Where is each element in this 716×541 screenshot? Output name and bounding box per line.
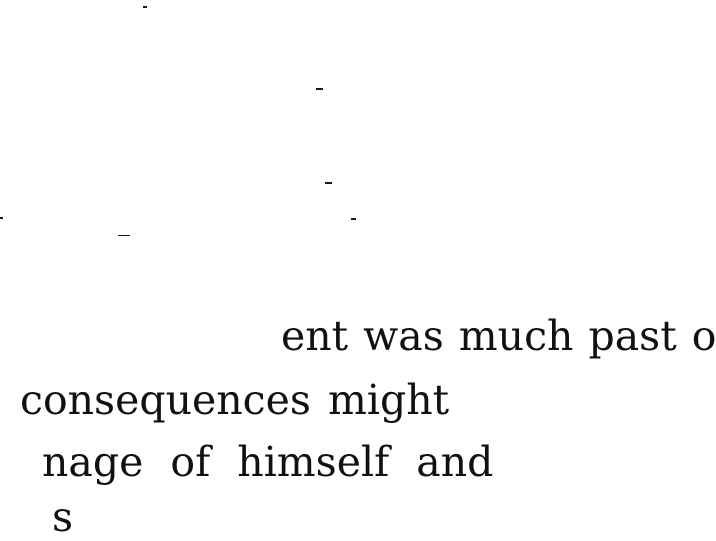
scan-speck <box>143 6 147 8</box>
text-line-1: ent was much past o <box>281 312 716 360</box>
text-line-3: nage of himself and <box>42 438 494 486</box>
scan-speck <box>325 182 332 184</box>
text-line-4: s <box>52 493 74 541</box>
scan-speck <box>118 235 130 236</box>
text-line-2: consequences might <box>20 376 450 424</box>
scan-speck <box>0 217 3 219</box>
scan-speck <box>351 218 356 220</box>
scan-speck <box>316 88 323 90</box>
